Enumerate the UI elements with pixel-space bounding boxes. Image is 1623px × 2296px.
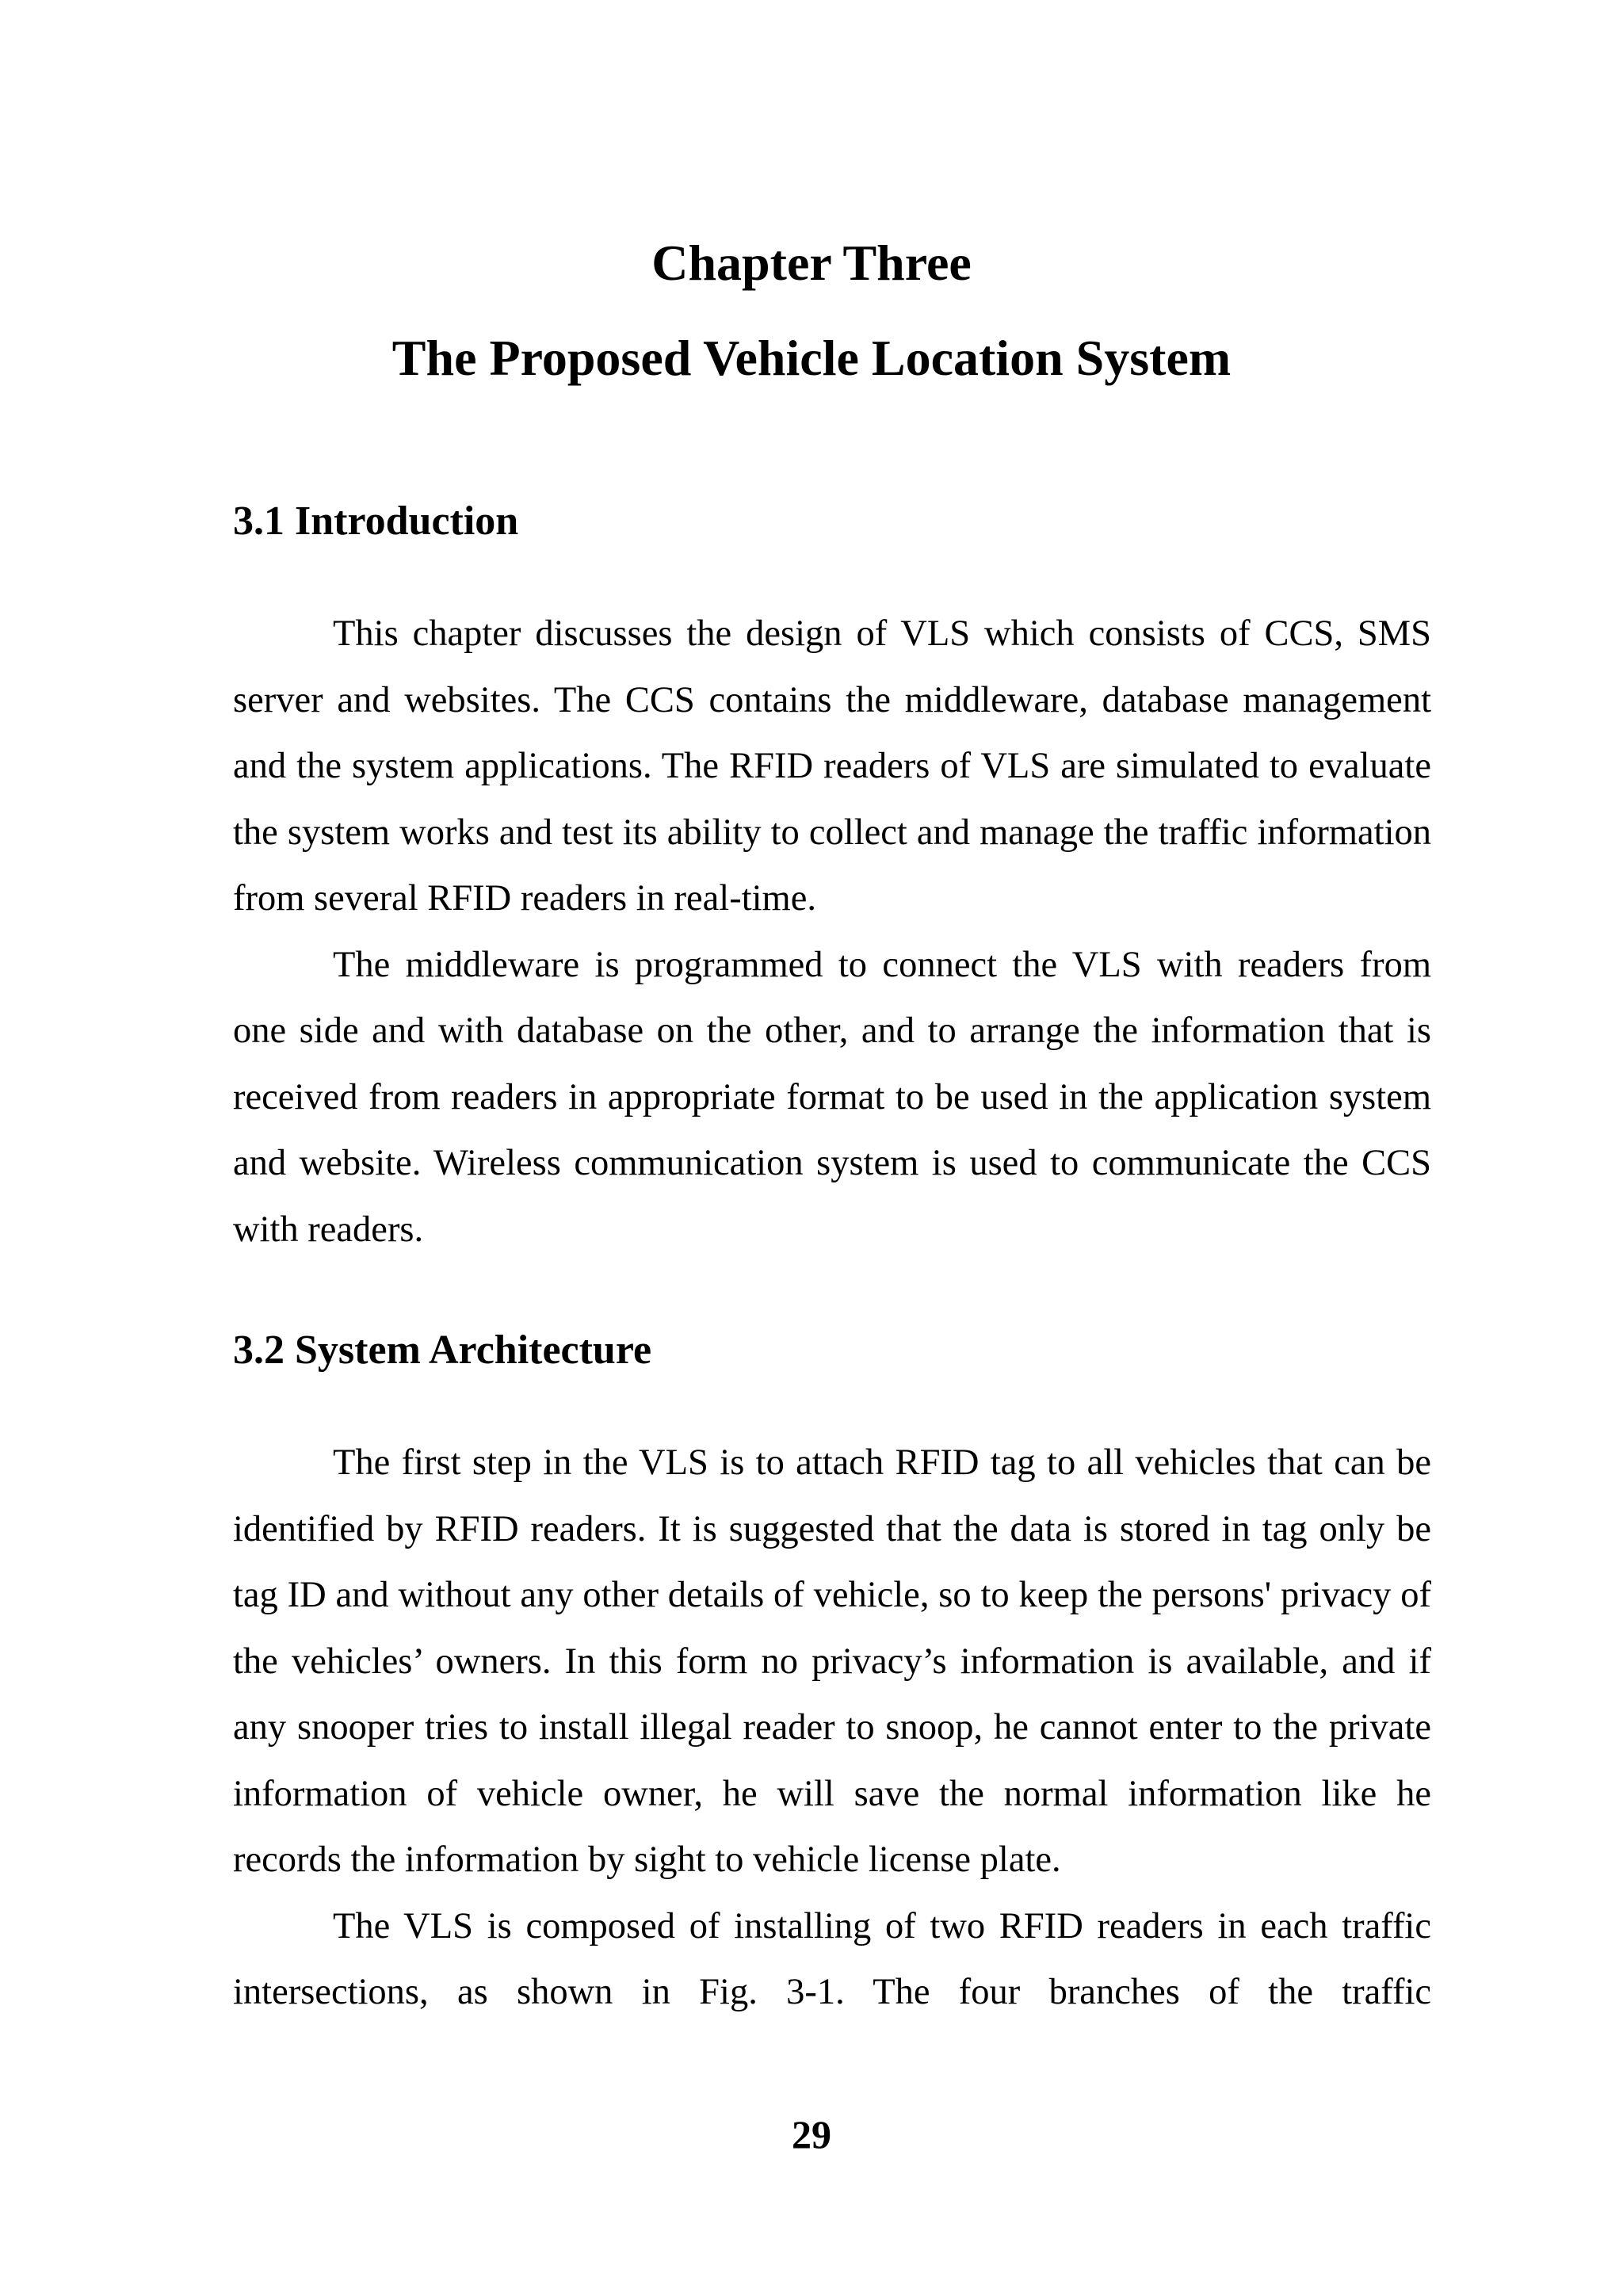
paragraph: The middleware is programmed to connect the VLS with readers from one side and with database on the other, and to arrange the information that is received from readers in appropriate format to be used in the application system and website. Wireless communication system is used to communicate the CCS with readers.: [233, 944, 1431, 1250]
paragraph: The first step in the VLS is to attach RFID tag to all vehicles that can be identified by RFID readers. It is suggested that the data is stored in tag only be tag ID and without any other details of vehicle, so to keep the persons' privacy of the vehicles’ owners. In this form no privacy’s information is available, and if any snooper tries to install illegal reader to snoop, he cannot enter to the private information of vehicle owner, he will save the normal information like he records the information by sight to vehicle license plate.: [233, 1442, 1431, 1880]
chapter-title-heading: The Proposed Vehicle Location System: [391, 330, 1232, 386]
chapter-number-heading: Chapter Three: [651, 235, 972, 291]
page-number: 29: [792, 2112, 831, 2157]
paragraph-continued: The VLS is composed of installing of two RFID readers in each traffic intersections, as shown in Fig. 3-1. The four branches of the traffic: [233, 1905, 1431, 2012]
section-body-system-architecture: [233, 1430, 1431, 2026]
section-heading-system-architecture: 3.2 System Architecture: [233, 1328, 652, 1373]
section-body-introduction: [233, 601, 1431, 1263]
paragraph: This chapter discusses the design of VLS which consists of CCS, SMS server and websites. The CCS contains the middleware, database management and the system applications. The RFID readers of VLS are simulated to evaluate the system works and test its ability to collect and manage the traffic information from several RFID readers in real-time.: [233, 613, 1431, 919]
section-heading-introduction: 3.1 Introduction: [233, 499, 519, 544]
